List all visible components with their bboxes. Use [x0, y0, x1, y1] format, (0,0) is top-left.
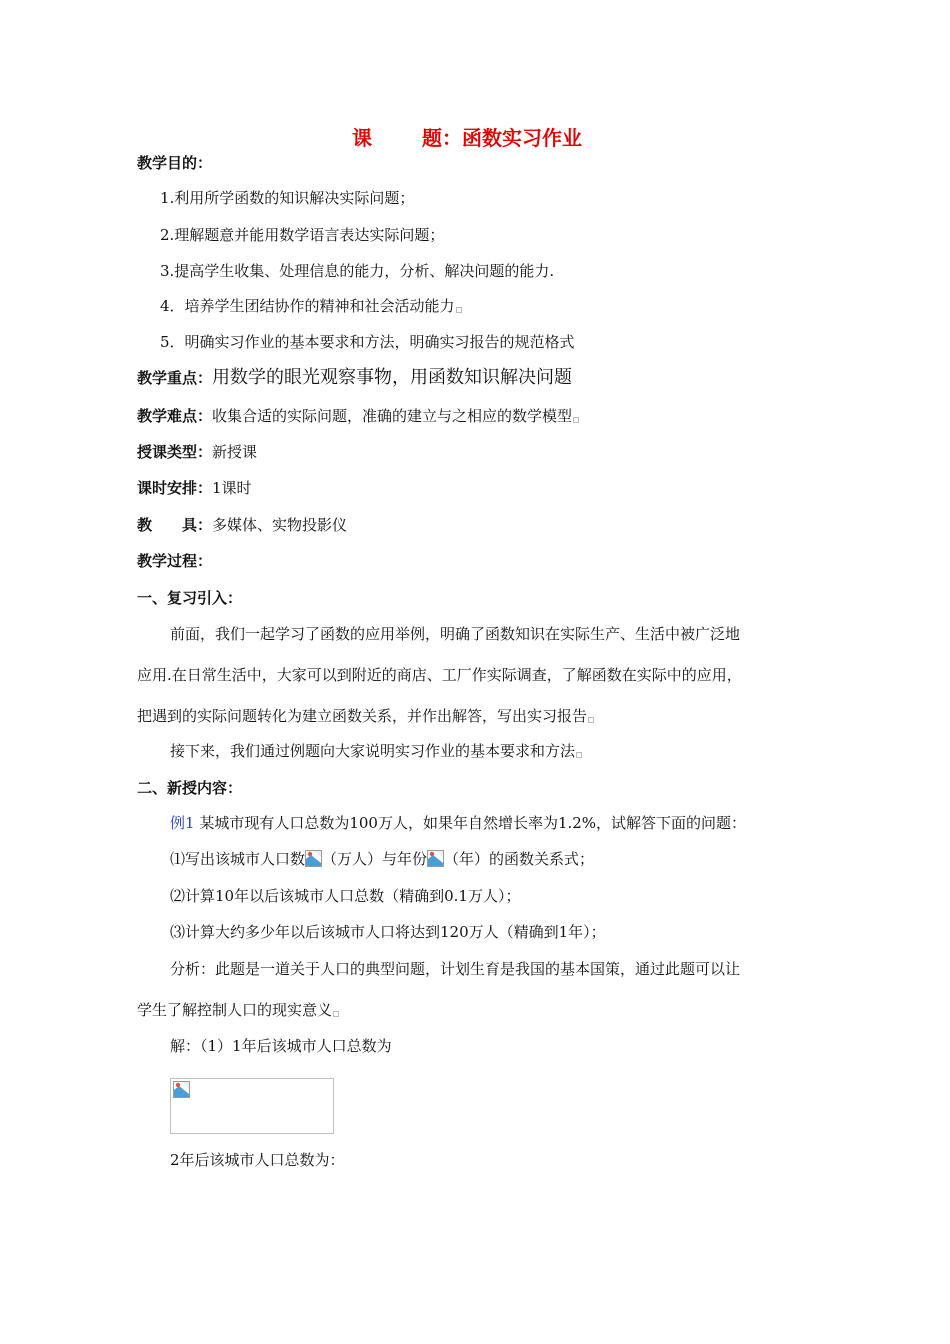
process-heading: 教学过程：	[137, 552, 213, 570]
formula-image-placeholder	[170, 1078, 334, 1134]
review-para1-line3: 把遇到的实际问题转化为建立函数关系，并作出解答，写出实习报告	[137, 706, 594, 726]
key-point-label: 教学重点：	[137, 369, 213, 387]
lesson-type	[137, 442, 257, 462]
question-3: ⑶计算大约多少年以后该城市人口将达到120万人（精确到1年）；	[170, 923, 606, 941]
after-2-years: 2年后该城市人口总数为：	[170, 1151, 345, 1169]
tools	[137, 515, 347, 535]
tools-label-1: 教	[137, 516, 153, 534]
hours-text: 1课时	[212, 479, 252, 497]
key-point-text: 用数学的眼光观察事物，用函数知识解决问题	[212, 367, 573, 388]
difficulty-label: 教学难点：	[137, 407, 213, 425]
tools-label-2: 具：	[182, 516, 213, 534]
key-point	[137, 368, 572, 388]
objective-4: 4．培养学生团结协作的精神和社会活动能力	[160, 296, 462, 316]
hours-label: 课时安排：	[137, 479, 213, 497]
broken-image-icon	[173, 1081, 190, 1098]
objectives-heading: 教学目的：	[137, 154, 213, 172]
page-title	[352, 126, 582, 150]
difficulty	[137, 406, 579, 426]
objective-5: 5．明确实习作业的基本要求和方法，明确实习报告的规范格式	[160, 333, 575, 351]
objective-2: 2.理解题意并能用数学语言表达实际问题；	[160, 226, 445, 244]
broken-image-icon	[427, 850, 444, 867]
review-para2: 接下来，我们通过例题向大家说明实习作业的基本要求和方法	[170, 741, 582, 761]
analysis-line1: 分析：此题是一道关于人口的典型问题，计划生育是我国的基本国策，通过此题可以让	[170, 960, 741, 978]
example-1	[170, 813, 746, 833]
tools-text: 多媒体、实物投影仪	[212, 516, 348, 534]
review-heading: 一、复习引入：	[137, 589, 243, 607]
example-text: 某城市现有人口总数为100万人，如果年自然增长率为1.2%，试解答下面的问题：	[194, 814, 747, 832]
objective-3: 3.提高学生收集、处理信息的能力，分析、解决问题的能力.	[160, 262, 555, 280]
new-content-heading: 二、新授内容：	[137, 779, 243, 797]
title-part1: 课	[352, 126, 372, 150]
question-1: ⑴写出该城市人口数 （万人）与年份 （年）的函数关系式；	[170, 850, 595, 868]
review-para1-line1: 前面，我们一起学习了函数的应用举例，明确了函数知识在实际生产、生活中被广泛地	[170, 625, 741, 643]
hours	[137, 478, 252, 498]
difficulty-text: 收集合适的实际问题，准确的建立与之相应的数学模型	[212, 407, 573, 425]
question-2: ⑵计算10年以后该城市人口总数（精确到0.1万人）；	[170, 887, 521, 905]
broken-image-icon	[305, 850, 322, 867]
lesson-type-text: 新授课	[212, 443, 258, 461]
title-part2: 题：函数实习作业	[422, 126, 582, 150]
review-para1-line2: 应用.在日常生活中，大家可以到附近的商店、工厂作实际调查，了解函数在实际中的应用，	[137, 666, 742, 684]
lesson-type-label: 授课类型：	[137, 443, 213, 461]
example-label: 例1	[170, 814, 195, 832]
objective-1: 1.利用所学函数的知识解决实际问题；	[160, 189, 415, 207]
analysis-line2: 学生了解控制人口的现实意义	[137, 1000, 339, 1020]
solution-line: 解：（1）1年后该城市人口总数为	[170, 1037, 392, 1055]
